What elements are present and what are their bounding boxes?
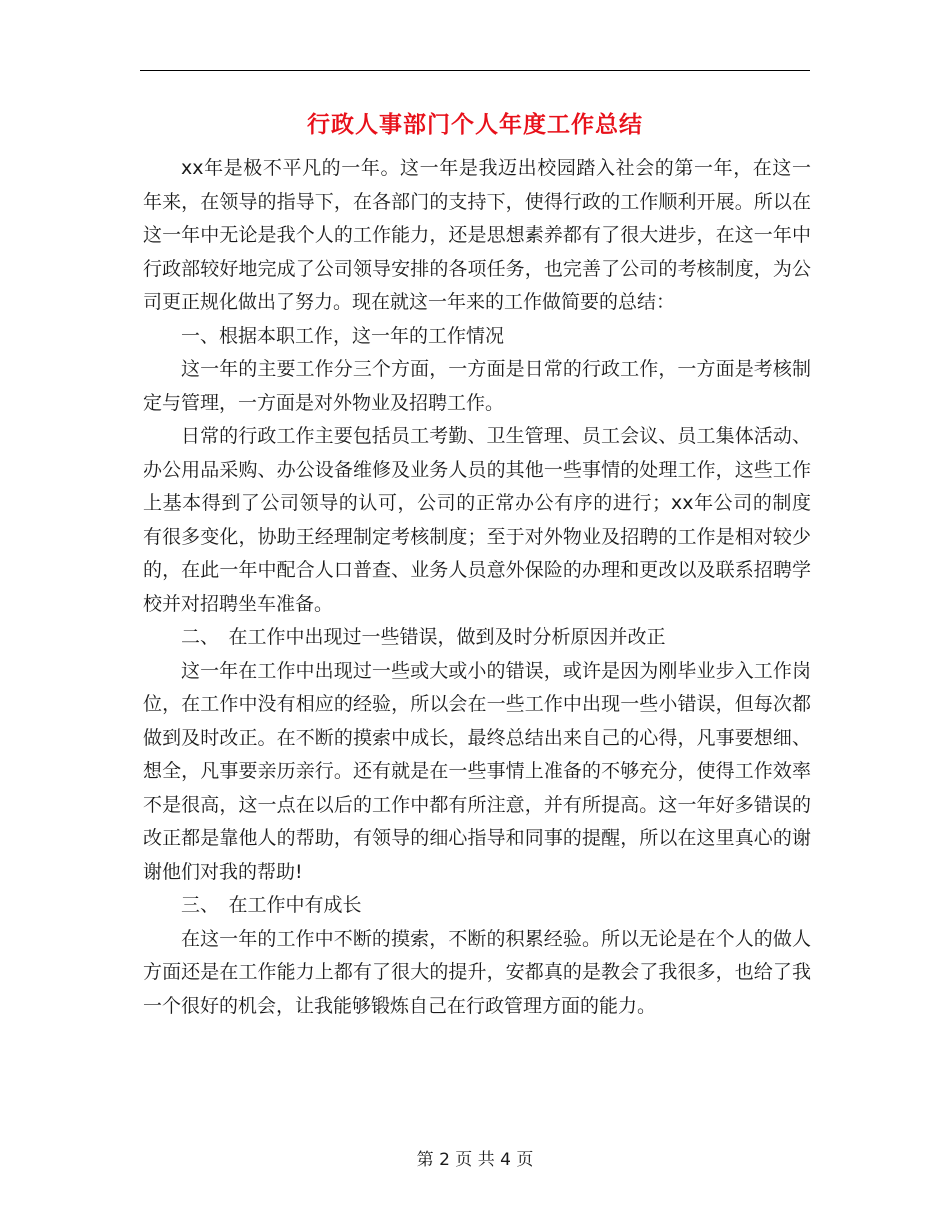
section-2-paragraph: 这一年在工作中出现过一些或大或小的错误，或许是因为刚毕业步入工作岗位，在工作中没有相应的经验，所以会在一些工作中出现一些小错误，但每次都做到及时改正。在不断的摸索中成长，最终总结出来自己的心得，凡事要想细、想全，凡事要亲历亲行。还有就是在一些事情上准备的不够充分，使得工作效率不是很高，这一点在以后的工作中都有所注意，并有所提高。这一年好多错误的改正都是靠他人的帮助，有领导的细心指导和同事的提醒，所以在这里真心的谢谢他们对我的帮助! (143, 659, 811, 883)
document-body (143, 152, 811, 1023)
section-3-paragraph: 在这一年的工作中不断的摸索，不断的积累经验。所以无论是在个人的做人方面还是在工作能力上都有了很大的提升，安都真的是教会了我很多，也给了我一个很好的机会，让我能够锻炼自己在行政管理方面的能力。 (143, 927, 811, 1017)
section-1-paragraph-1: 这一年的主要工作分三个方面，一方面是日常的行政工作，一方面是考核制定与管理，一方面是对外物业及招聘工作。 (143, 358, 811, 414)
section-heading-2: 二、 在工作中出现过一些错误，做到及时分析原因并改正 (181, 626, 666, 648)
intro-paragraph: xx年是极不平凡的一年。这一年是我迈出校园踏入社会的第一年，在这一年来，在领导的指导下，在各部门的支持下，使得行政的工作顺利开展。所以在这一年中无论是我个人的工作能力，还是思想素养都有了很大进步，在这一年中行政部较好地完成了公司领导安排的各项任务，也完善了公司的考核制度，为公司更正规化做出了努力。现在就这一年来的工作做简要的总结： (143, 157, 811, 313)
document-title: 行政人事部门个人年度工作总结 (307, 112, 643, 138)
section-heading-1: 一、根据本职工作，这一年的工作情况 (181, 324, 505, 347)
section-heading-3: 三、 在工作中有成长 (181, 894, 362, 916)
header-rule (140, 70, 810, 71)
page-number: 第 2 页 共 4 页 (416, 1150, 534, 1170)
section-1-paragraph-2: 日常的行政工作主要包括员工考勤、卫生管理、员工会议、员工集体活动、办公用品采购、办公设备维修及业务人员的其他一些事情的处理工作，这些工作上基本得到了公司领导的认可，公司的正常办公有序的进行；xx年公司的制度有很多变化，协助王经理制定考核制度；至于对外物业及招聘的工作是相对较少的，在此一年中配合人口普查、业务人员意外保险的办理和更改以及联系招聘学校并对招聘坐车准备。 (143, 425, 811, 615)
